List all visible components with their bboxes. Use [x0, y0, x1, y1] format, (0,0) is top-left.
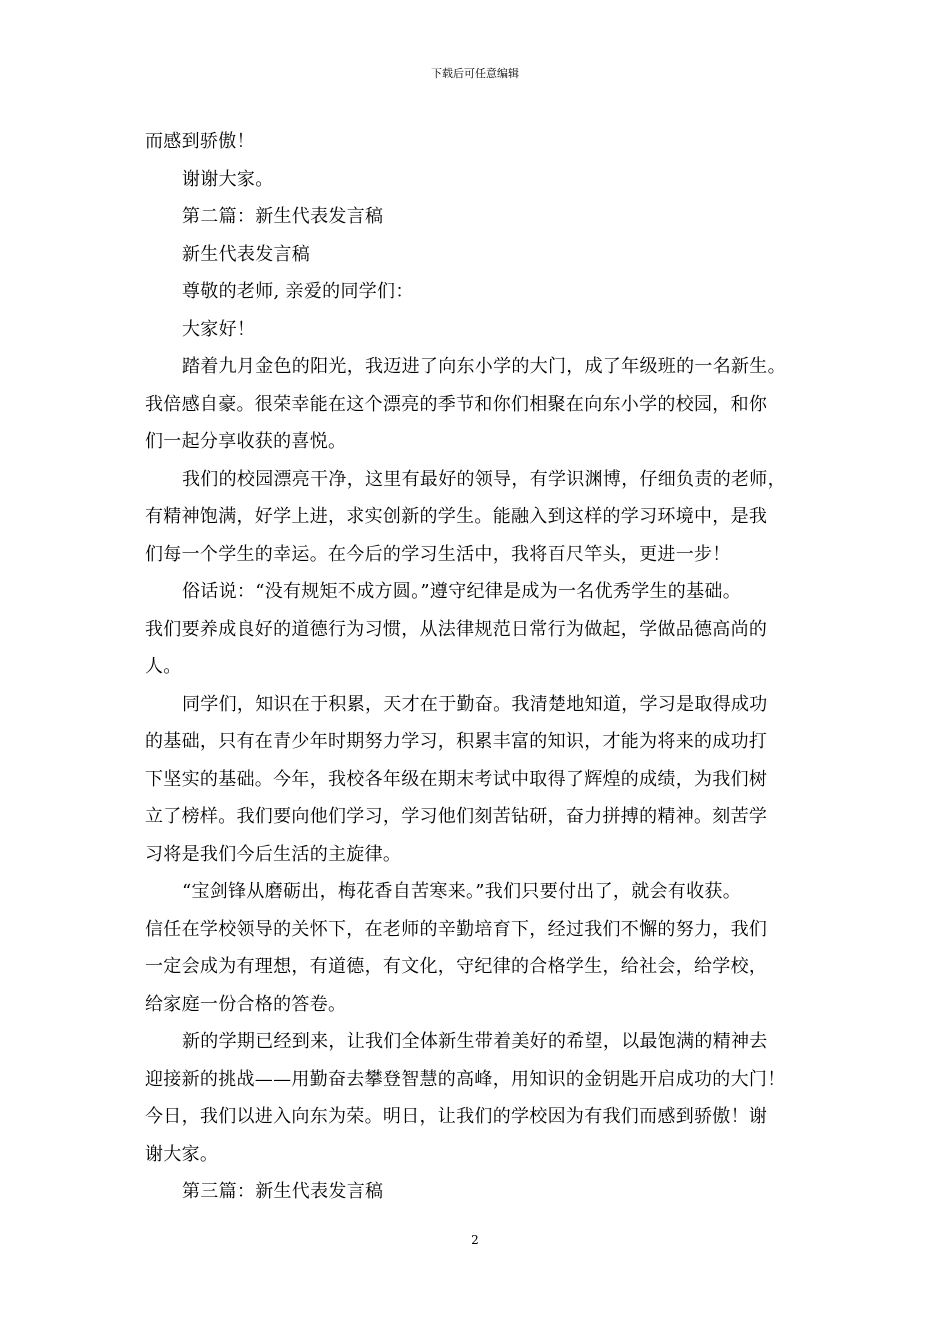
text-line: 俗话说：“没有规矩不成方圆。”遵守纪律是成为一名优秀学生的基础。: [182, 581, 742, 602]
text-line: 迎接新的挑战——用勤奋去攀登智慧的高峰，用知识的金钥匙开启成功的大门！: [145, 1068, 786, 1090]
text-line: 们一起分享收获的喜悦。: [145, 431, 347, 452]
text-line: “宝剑锋从磨砺出，梅花香自苦寒来。”我们只要付出了，就会有收获。: [182, 881, 742, 902]
text-line: 新生代表发言稿: [182, 243, 311, 265]
text-line: 新的学期已经到来，让我们全体新生带着美好的希望，以最饱满的精神去: [182, 1031, 768, 1052]
text-line: 习将是我们今后生活的主旋律。: [145, 843, 402, 865]
text-line: 踏着九月金色的阳光，我迈进了向东小学的大门，成了年级班的一名新生。: [182, 356, 786, 377]
document-body: [145, 123, 807, 1211]
text-line: 我们要养成良好的道德行为习惯，从法律规范日常行为做起，学做品德高尚的: [145, 618, 768, 640]
text-line: 给家庭一份合格的答卷。: [145, 993, 347, 1015]
text-line: 大家好！: [182, 318, 256, 340]
text-line: 今日，我们以进入向东为荣。明日，让我们的学校因为有我们而感到骄傲！谢: [145, 1106, 768, 1127]
text-line: 有精神饱满，好学上进，求实创新的学生。能融入到这样的学习环境中，是我: [145, 506, 768, 527]
text-line: 们每一个学生的幸运。在今后的学习生活中，我将百尺竿头，更进一步！: [145, 543, 731, 565]
text-line: 我们的校园漂亮干净，这里有最好的领导，有学识渊博，仔细负责的老师，: [182, 468, 786, 490]
text-line: 的基础，只有在青少年时期努力学习，积累丰富的知识，才能为将来的成功打: [145, 731, 768, 752]
text-line: 而感到骄傲！: [145, 131, 255, 152]
page-header: 下载后可任意编辑: [431, 67, 519, 80]
text-line: 我倍感自豪。很荣幸能在这个漂亮的季节和你们相聚在向东小学的校园，和你: [145, 393, 768, 415]
text-line: 立了榜样。我们要向他们学习，学习他们刻苦钻研，奋力拼搏的精神。刻苦学: [145, 806, 768, 827]
text-line: 人。: [145, 656, 182, 677]
text-line: 尊敬的老师, 亲爱的同学们：: [182, 281, 414, 302]
text-line: 谢谢大家。: [182, 168, 274, 190]
page-number: 2: [471, 1233, 479, 1247]
text-line: 第三篇：新生代表发言稿: [182, 1181, 384, 1202]
text-line: 谢大家。: [145, 1143, 219, 1165]
text-line: 同学们，知识在于积累，天才在于勤奋。我清楚地知道，学习是取得成功: [182, 693, 768, 715]
text-line: 第二篇：新生代表发言稿: [182, 206, 384, 227]
text-line: 信任在学校领导的关怀下，在老师的辛勤培育下，经过我们不懈的努力，我们: [145, 918, 768, 940]
text-line: 一定会成为有理想，有道德，有文化，守纪律的合格学生，给社会，给学校，: [145, 956, 768, 977]
text-line: 下坚实的基础。今年，我校各年级在期末考试中取得了辉煌的成绩，为我们树: [145, 768, 768, 790]
